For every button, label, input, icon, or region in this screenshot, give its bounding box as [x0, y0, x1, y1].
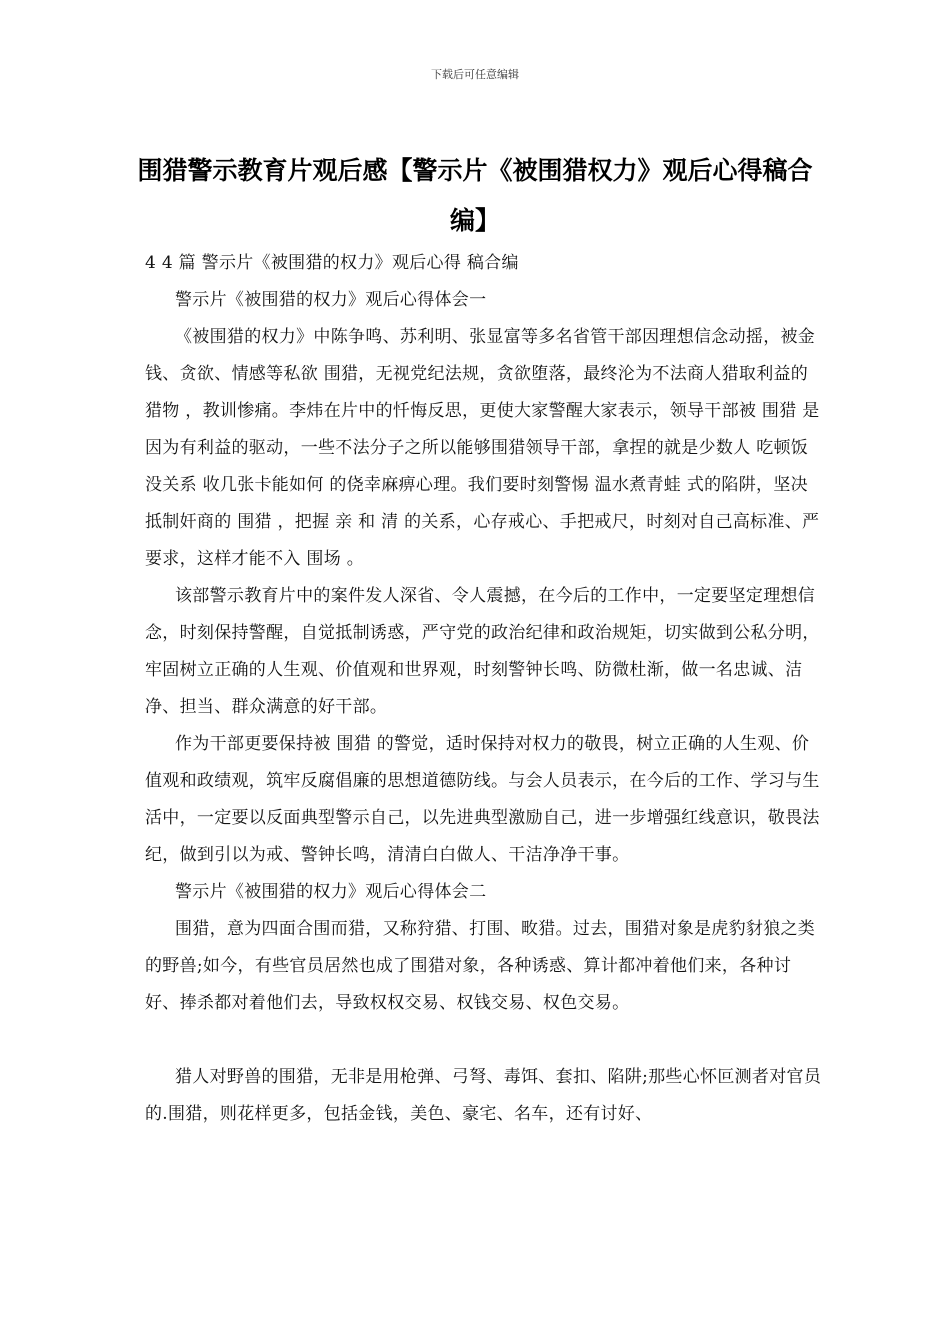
body-paragraph: 该部警示教育片中的案件发人深省、令人震撼，在今后的工作中，一定要坚定理想信念，时刻保持警醒，自觉抵制诱惑，严守党的政治纪律和政治规矩，切实做到公私分明，牢固树立正确的人生观、价值观和世界观，时刻警钟长鸣、防微杜渐，做一名忠诚、洁净、担当、群众满意的好干部。	[145, 586, 820, 717]
section-heading-2: 警示片《被围猎的权力》观后心得体会二	[175, 882, 487, 902]
body-paragraph: 围猎，意为四面合围而猎，又称狩猎、打围、畋猎。过去，围猎对象是虎豹豺狼之类的野兽;如今，有些官员居然也成了围猎对象，各种诱惑、算计都冲着他们来，各种讨好、捧杀都对着他们去，导致权权交易、权钱交易、权色交易。	[145, 919, 816, 1013]
document-title: 围猎警示教育片观后感【警示片《被围猎权力》观后心得稿合编】	[137, 156, 813, 235]
body-paragraph: 《被围猎的权力》中陈争鸣、苏利明、张显富等多名省管干部因理想信念动摇，被金钱、贪欲、情感等私欲 围猎，无视党纪法规，贪欲堕落，最终沦为不法商人猎取利益的 猎物 ，教训惨痛。李炜在片中的忏悔反思，更使大家警醒大家表示，领导干部被 围猎 是因为有利益的驱动，一些不法分子之所以能够围猎领导干部，拿捏的就是少数人 吃顿饭没关系 收几张卡能如何 的侥幸麻痹心理。我们要时刻警惕 温水煮青蛙 式的陷阱，坚决抵制奸商的 围猎 ，把握 亲 和 清 的关系，心存戒心、手把戒尺，时刻对自己高标准、严要求，这样才能不入 围场 。	[145, 327, 820, 569]
subtitle-paragraph: 4 4 篇 警示片《被围猎的权力》观后心得 稿合编	[145, 253, 519, 273]
body-paragraph: 猎人对野兽的围猎，无非是用枪弹、弓弩、毒饵、套扣、陷阱;那些心怀叵测者对官员的.围猎，则花样更多，包括金钱，美色、豪宅、名车，还有讨好、	[145, 1067, 822, 1124]
body-paragraph: 作为干部更要保持被 围猎 的警觉，适时保持对权力的敬畏，树立正确的人生观、价值观和政绩观，筑牢反腐倡廉的思想道德防线。与会人员表示，在今后的工作、学习与生活中，一定要以反面典型警示自己，以先进典型激励自己，进一步增强红线意识，敬畏法纪，做到引以为戒、警钟长鸣，清清白白做人、干洁净净干事。	[145, 734, 820, 865]
document-body	[145, 245, 825, 1133]
header-note: 下载后可任意编辑	[431, 68, 519, 81]
section-heading-1: 警示片《被围猎的权力》观后心得体会一	[175, 290, 487, 310]
